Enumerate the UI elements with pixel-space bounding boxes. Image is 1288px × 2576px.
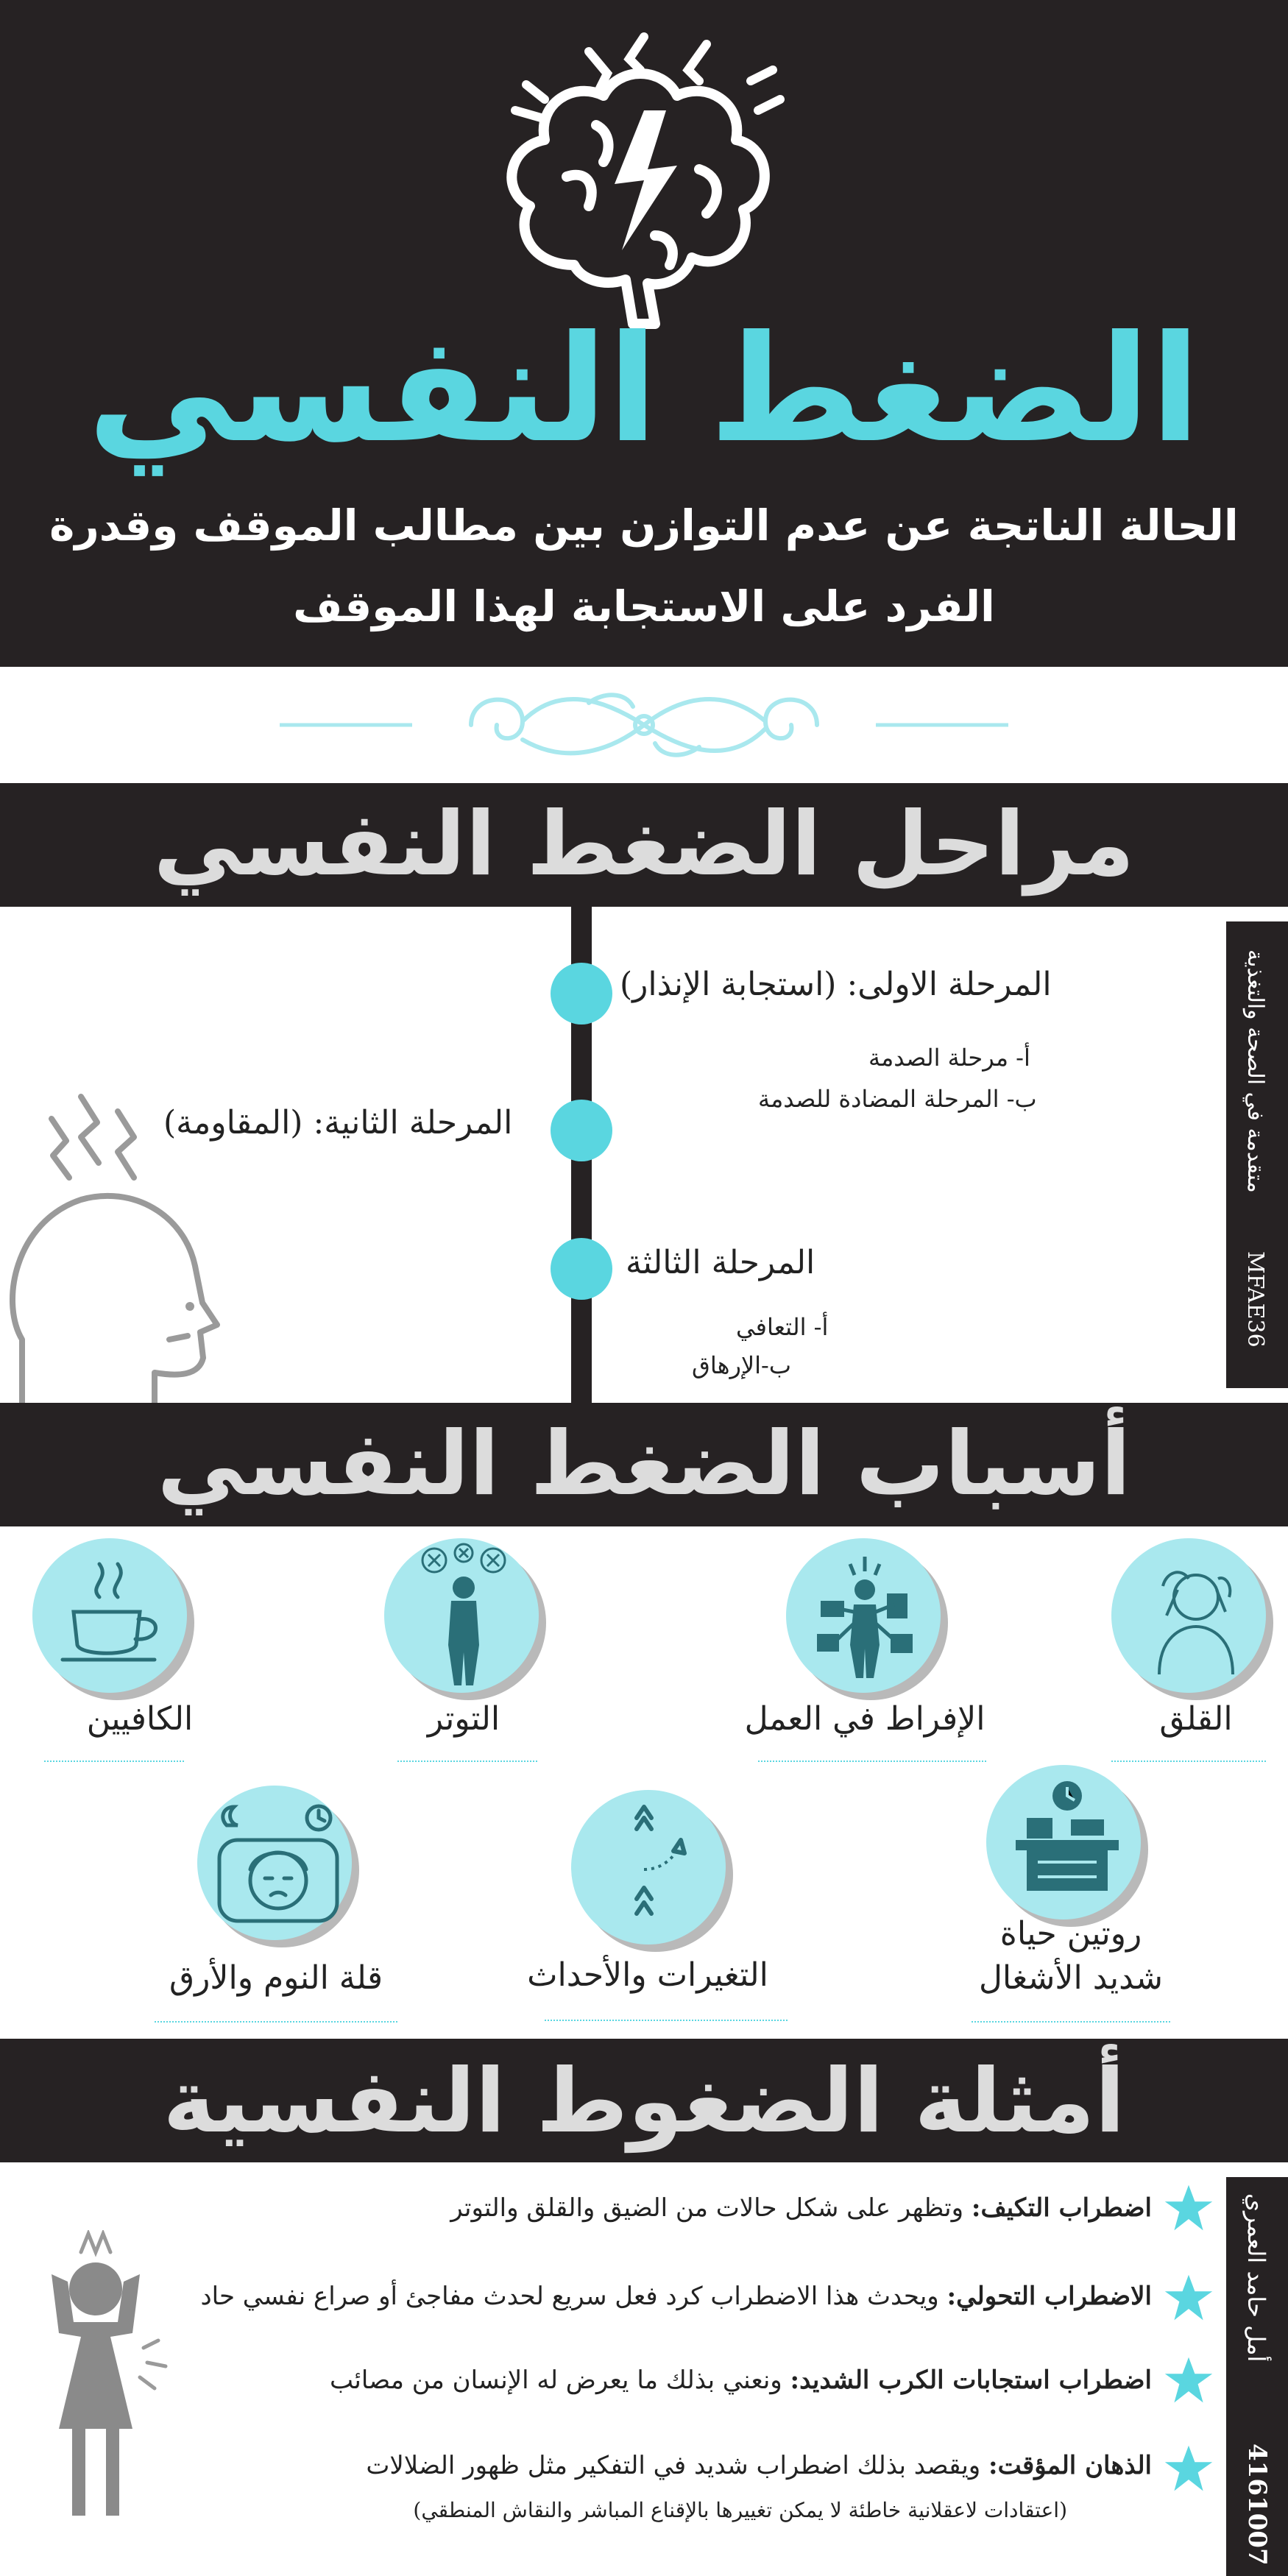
coffee-cup-icon bbox=[59, 1557, 169, 1674]
author-id: 4161007 bbox=[1242, 2444, 1272, 2566]
stage1-sub-a: أ- مرحلة الصدمة bbox=[868, 1044, 1030, 1072]
example-desc: وتظهر على شكل حالات من الضيق والقلق والتوتر bbox=[450, 2193, 972, 2223]
cause-tension-label: التوتر bbox=[427, 1700, 500, 1738]
stage3-sub-a: أ- التعافي bbox=[736, 1313, 829, 1341]
example-temporary-psychosis bbox=[366, 2451, 1152, 2480]
side-course-code: MFAE36 bbox=[1242, 1251, 1268, 1348]
example-desc: ويحدث هذا الاضطراب كرد فعل سريع لحدث مفاجئ أو صراع نفسي حاد bbox=[200, 2282, 947, 2311]
stage1-title: المرحلة الاولى: (استجابة الإنذار) bbox=[620, 966, 1052, 1003]
stage3-sub-b: ب-الإرهاق bbox=[692, 1351, 791, 1379]
cause-anxiety-label: القلق bbox=[1159, 1700, 1233, 1738]
ornament-divider-icon bbox=[280, 670, 1008, 780]
cause-insomnia-label: قلة النوم والأرق bbox=[169, 1959, 383, 1997]
example-desc: ويقصد بذلك اضطراب شديد في التفكير مثل ظهور الضلالات bbox=[366, 2451, 989, 2480]
example-term: الاضطراب التحولي: bbox=[946, 2282, 1152, 2311]
header-banner bbox=[0, 0, 1288, 667]
cause-routine-underline bbox=[972, 2021, 1170, 2023]
stressed-head-icon bbox=[7, 1067, 228, 1406]
star-icon bbox=[1163, 2355, 1214, 2407]
definition-line-1: الحالة الناتجة عن عدم التوازن بين مطالب الموقف وقدرة bbox=[49, 500, 1239, 551]
stage3-marker bbox=[551, 1238, 612, 1300]
star-icon bbox=[1163, 2183, 1214, 2234]
example-conversion bbox=[200, 2282, 1152, 2311]
desk-clock-icon bbox=[1008, 1774, 1126, 1906]
stages-heading: مراحل الضغط النفسي bbox=[153, 793, 1135, 896]
stage1-marker bbox=[551, 963, 612, 1025]
cause-routine-label-2: شديد الأشغال bbox=[978, 1959, 1164, 1997]
cause-routine-label-1: روتين حياة bbox=[999, 1915, 1142, 1953]
direction-arrows-icon bbox=[618, 1788, 692, 1943]
stage1-sub-b: ب- المرحلة المضادة للصدمة bbox=[758, 1085, 1037, 1113]
example-term: اضطراب التكيف: bbox=[971, 2193, 1152, 2223]
example-desc: ونعني بذلك ما يعرض له الإنسان من مصائب bbox=[330, 2366, 790, 2395]
star-icon bbox=[1163, 2273, 1214, 2324]
cause-changes-label: التغيرات والأحداث bbox=[527, 1956, 768, 1994]
overworked-person-icon bbox=[806, 1549, 924, 1682]
cause-caffeine-label: الكافيين bbox=[86, 1700, 194, 1738]
example-term: الذهان المؤقت: bbox=[988, 2451, 1152, 2480]
stage2-title: المرحلة الثانية: (المقاومة) bbox=[163, 1104, 513, 1142]
examples-heading: أمثلة الضغوط النفسية bbox=[163, 2050, 1125, 2153]
author-name: أمل حامد العمري bbox=[1242, 2193, 1270, 2363]
cause-tension-underline bbox=[397, 1761, 537, 1762]
star-icon bbox=[1163, 2444, 1214, 2495]
cause-insomnia-underline bbox=[155, 2021, 397, 2023]
cause-changes-underline bbox=[545, 2020, 788, 2021]
stage3-title: المرحلة الثالثة bbox=[626, 1244, 815, 1281]
cause-overwork-underline bbox=[758, 1761, 986, 1762]
cause-anxiety-underline bbox=[1111, 1761, 1266, 1762]
definition-line-2: الفرد على الاستجابة لهذا الموقف bbox=[293, 581, 995, 631]
stressed-woman-icon bbox=[22, 2230, 169, 2524]
example-adjustment bbox=[450, 2193, 1152, 2223]
causes-heading: أسباب الضغط النفسي bbox=[157, 1413, 1131, 1515]
cause-caffeine-underline bbox=[44, 1761, 184, 1762]
cause-overwork-label: الإفراط في العمل bbox=[744, 1700, 986, 1738]
anxiety-person-icon bbox=[1137, 1557, 1248, 1674]
example-acute-stress bbox=[330, 2366, 1152, 2395]
side-course-name: متقدمة في الصحة والتغذية bbox=[1242, 949, 1268, 1193]
example-note: (اعتقادات لاعقلانية خاطئة لا يمكن تغييرها بالإقناع المباشر والنقاش المنطقي) bbox=[413, 2498, 1067, 2522]
sleepless-face-icon bbox=[205, 1796, 352, 1928]
example-term: اضطراب استجابات الكرب الشديد: bbox=[790, 2366, 1152, 2395]
stage2-marker bbox=[551, 1100, 612, 1161]
tense-person-icon bbox=[416, 1542, 512, 1689]
main-title: الضغط النفسي bbox=[87, 304, 1201, 475]
